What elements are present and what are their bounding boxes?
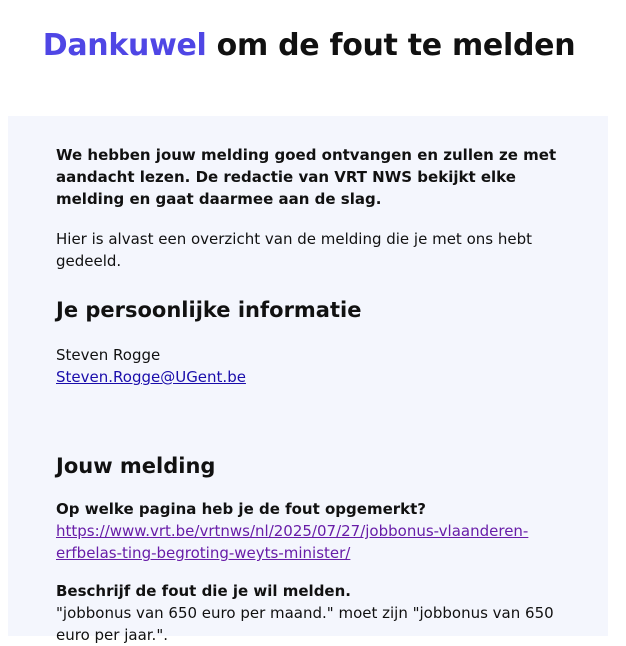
page-title bbox=[0, 28, 618, 63]
describe-question-label: Beschrijf de fout die je wil melden. bbox=[56, 582, 351, 600]
confirmation-content bbox=[56, 144, 568, 646]
page-title-rest: om de fout te melden bbox=[206, 28, 576, 63]
personal-info bbox=[56, 344, 568, 388]
personal-info-heading: Je persoonlijke informatie bbox=[56, 298, 362, 322]
intro-text: Hier is alvast een overzicht van de melding die je met ons hebt gedeeld. bbox=[56, 230, 532, 270]
report-heading: Jouw melding bbox=[56, 454, 216, 478]
person-email-link[interactable]: Steven.Rogge@UGent.be bbox=[56, 368, 246, 386]
page-title-accent: Dankuwel bbox=[42, 28, 207, 63]
page-url-link[interactable]: https://www.vrt.be/vrtnws/nl/2025/07/27/jobbonus-vlaanderen-erfbelas-ting-begroting-weyts-minister/ bbox=[56, 522, 529, 562]
intro-bold-text: We hebben jouw melding goed ontvangen en zullen ze met aandacht lezen. De redactie van VRT NWS bekijkt elke melding en gaat daarmee aan de slag. bbox=[56, 146, 557, 208]
confirmation-panel bbox=[8, 116, 608, 644]
describe-answer: "jobbonus van 650 euro per maand." moet zijn "jobbonus van 650 euro per jaar.". bbox=[56, 604, 554, 644]
page-url-answer bbox=[56, 520, 568, 564]
person-name: Steven Rogge bbox=[56, 346, 161, 364]
page-question-label: Op welke pagina heb je de fout opgemerkt? bbox=[56, 500, 426, 518]
